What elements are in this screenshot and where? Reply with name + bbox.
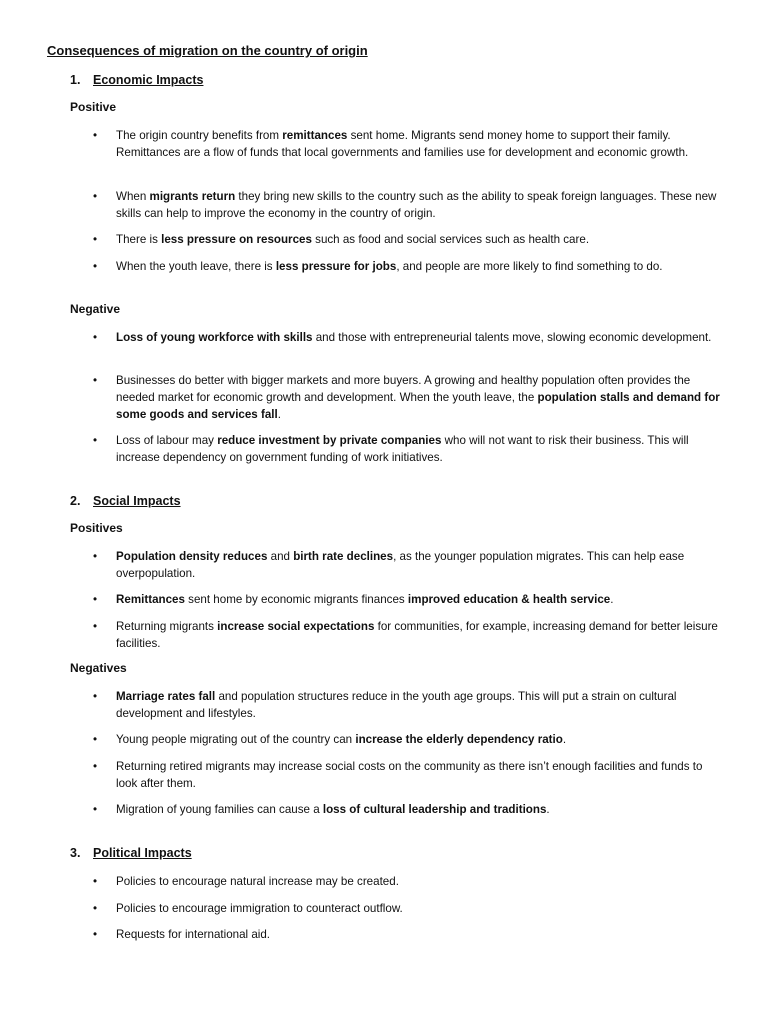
body-text: Loss of labour may: [116, 434, 218, 447]
body-text: they bring new skills to the country such as the ability to speak foreign languages. These new skills can help to improve the economy in the country of origin.: [116, 190, 717, 220]
body-text: and population structures reduce in the youth age groups. This will put a strain on cultural development and lifestyles.: [116, 690, 677, 720]
body-text: Migration of young families can cause a: [116, 803, 323, 816]
emphasis-text: less pressure for jobs: [275, 260, 397, 273]
body-text: There is: [116, 233, 162, 246]
section-heading-economic: [70, 73, 203, 87]
body-text: such as food and social services such as health care.: [311, 233, 590, 246]
section-number: 2.: [70, 494, 81, 508]
body-text: When: [116, 190, 150, 203]
body-text: Businesses do better with bigger markets and more buyers. A growing and healthy population often provides the needed market for economic growth and development. When the youth leave, the: [116, 374, 691, 404]
emphasis-text: improved education & health service: [407, 593, 611, 606]
list-item: [116, 188, 726, 222]
section-number: 1.: [70, 73, 81, 87]
body-text: Young people migrating out of the country can: [116, 733, 356, 746]
emphasis-text: increase social expectations: [217, 620, 375, 633]
body-text: Policies to encourage immigration to counteract outflow.: [116, 902, 403, 915]
emphasis-text: birth rate declines: [293, 550, 394, 563]
subheading-negatives: Negatives: [70, 661, 127, 675]
list-item: [116, 329, 726, 346]
emphasis-text: loss of cultural leadership and traditions: [322, 803, 547, 816]
section-title: Political Impacts: [93, 846, 192, 860]
list-item: [116, 900, 726, 917]
body-text: .: [546, 803, 550, 816]
body-text: .: [610, 593, 614, 606]
emphasis-text: less pressure on resources: [161, 233, 312, 246]
subheading-negative: Negative: [70, 302, 121, 316]
emphasis-text: Population density reduces: [116, 550, 268, 563]
list-item: [116, 688, 726, 722]
list-item: [116, 127, 726, 161]
list-item: [116, 258, 726, 275]
emphasis-text: reduce investment by private companies: [217, 434, 442, 447]
document-title: Consequences of migration on the country of origin: [47, 43, 368, 58]
list-item: [116, 372, 726, 423]
section-heading-social: [70, 494, 181, 508]
subheading-positives: Positives: [70, 521, 123, 535]
body-text: Requests for international aid.: [116, 928, 271, 941]
list-item: [116, 591, 726, 608]
body-text: and: [267, 550, 294, 563]
section-heading-political: [70, 846, 192, 860]
body-text: The origin country benefits from: [116, 129, 283, 142]
list-item: [116, 801, 726, 818]
emphasis-text: Marriage rates fall: [116, 690, 216, 703]
body-text: Policies to encourage natural increase may be created.: [116, 875, 399, 888]
section-title: Social Impacts: [93, 494, 181, 508]
body-text: who will not want to risk their business. This will increase dependency on government funding of work initiatives.: [116, 434, 689, 464]
list-item: [116, 758, 726, 792]
body-text: .: [562, 733, 567, 746]
emphasis-text: population stalls and demand for some goods and services fall: [116, 391, 720, 421]
body-text: for communities, for example, increasing demand for better leisure facilities.: [116, 620, 718, 650]
section-number: 3.: [70, 846, 81, 860]
emphasis-text: Loss of young workforce with skills: [116, 331, 313, 344]
body-text: Returning migrants: [116, 620, 218, 633]
subheading-positive: Positive: [70, 100, 117, 114]
body-text: sent home by economic migrants finances: [184, 593, 408, 606]
list-item: [116, 731, 726, 748]
body-text: sent home. Migrants send money home to support their family. Remittances are a flow of funds that local governments and families use for development and economic growth.: [116, 129, 689, 159]
list-item: [116, 873, 726, 890]
emphasis-text: remittances: [282, 129, 348, 142]
body-text: , as the younger population migrates. This can help ease overpopulation.: [116, 550, 685, 580]
list-item: [116, 548, 726, 582]
list-item: [116, 926, 726, 943]
body-text: , and people are more likely to find something to do.: [396, 260, 663, 273]
body-text: When the youth leave, there is: [116, 260, 276, 273]
body-text: Returning retired migrants may increase social costs on the community as there isn’t enough facilities and funds to look after them.: [116, 760, 703, 790]
section-title: Economic Impacts: [93, 73, 204, 87]
emphasis-text: migrants return: [149, 190, 236, 203]
body-text: and those with entrepreneurial talents move, slowing economic development.: [312, 331, 712, 344]
list-item: [116, 231, 726, 248]
emphasis-text: increase the elderly dependency ratio: [355, 733, 563, 746]
body-text: .: [277, 408, 281, 421]
list-item: [116, 432, 726, 466]
emphasis-text: Remittances: [116, 593, 185, 606]
list-item: [116, 618, 726, 652]
